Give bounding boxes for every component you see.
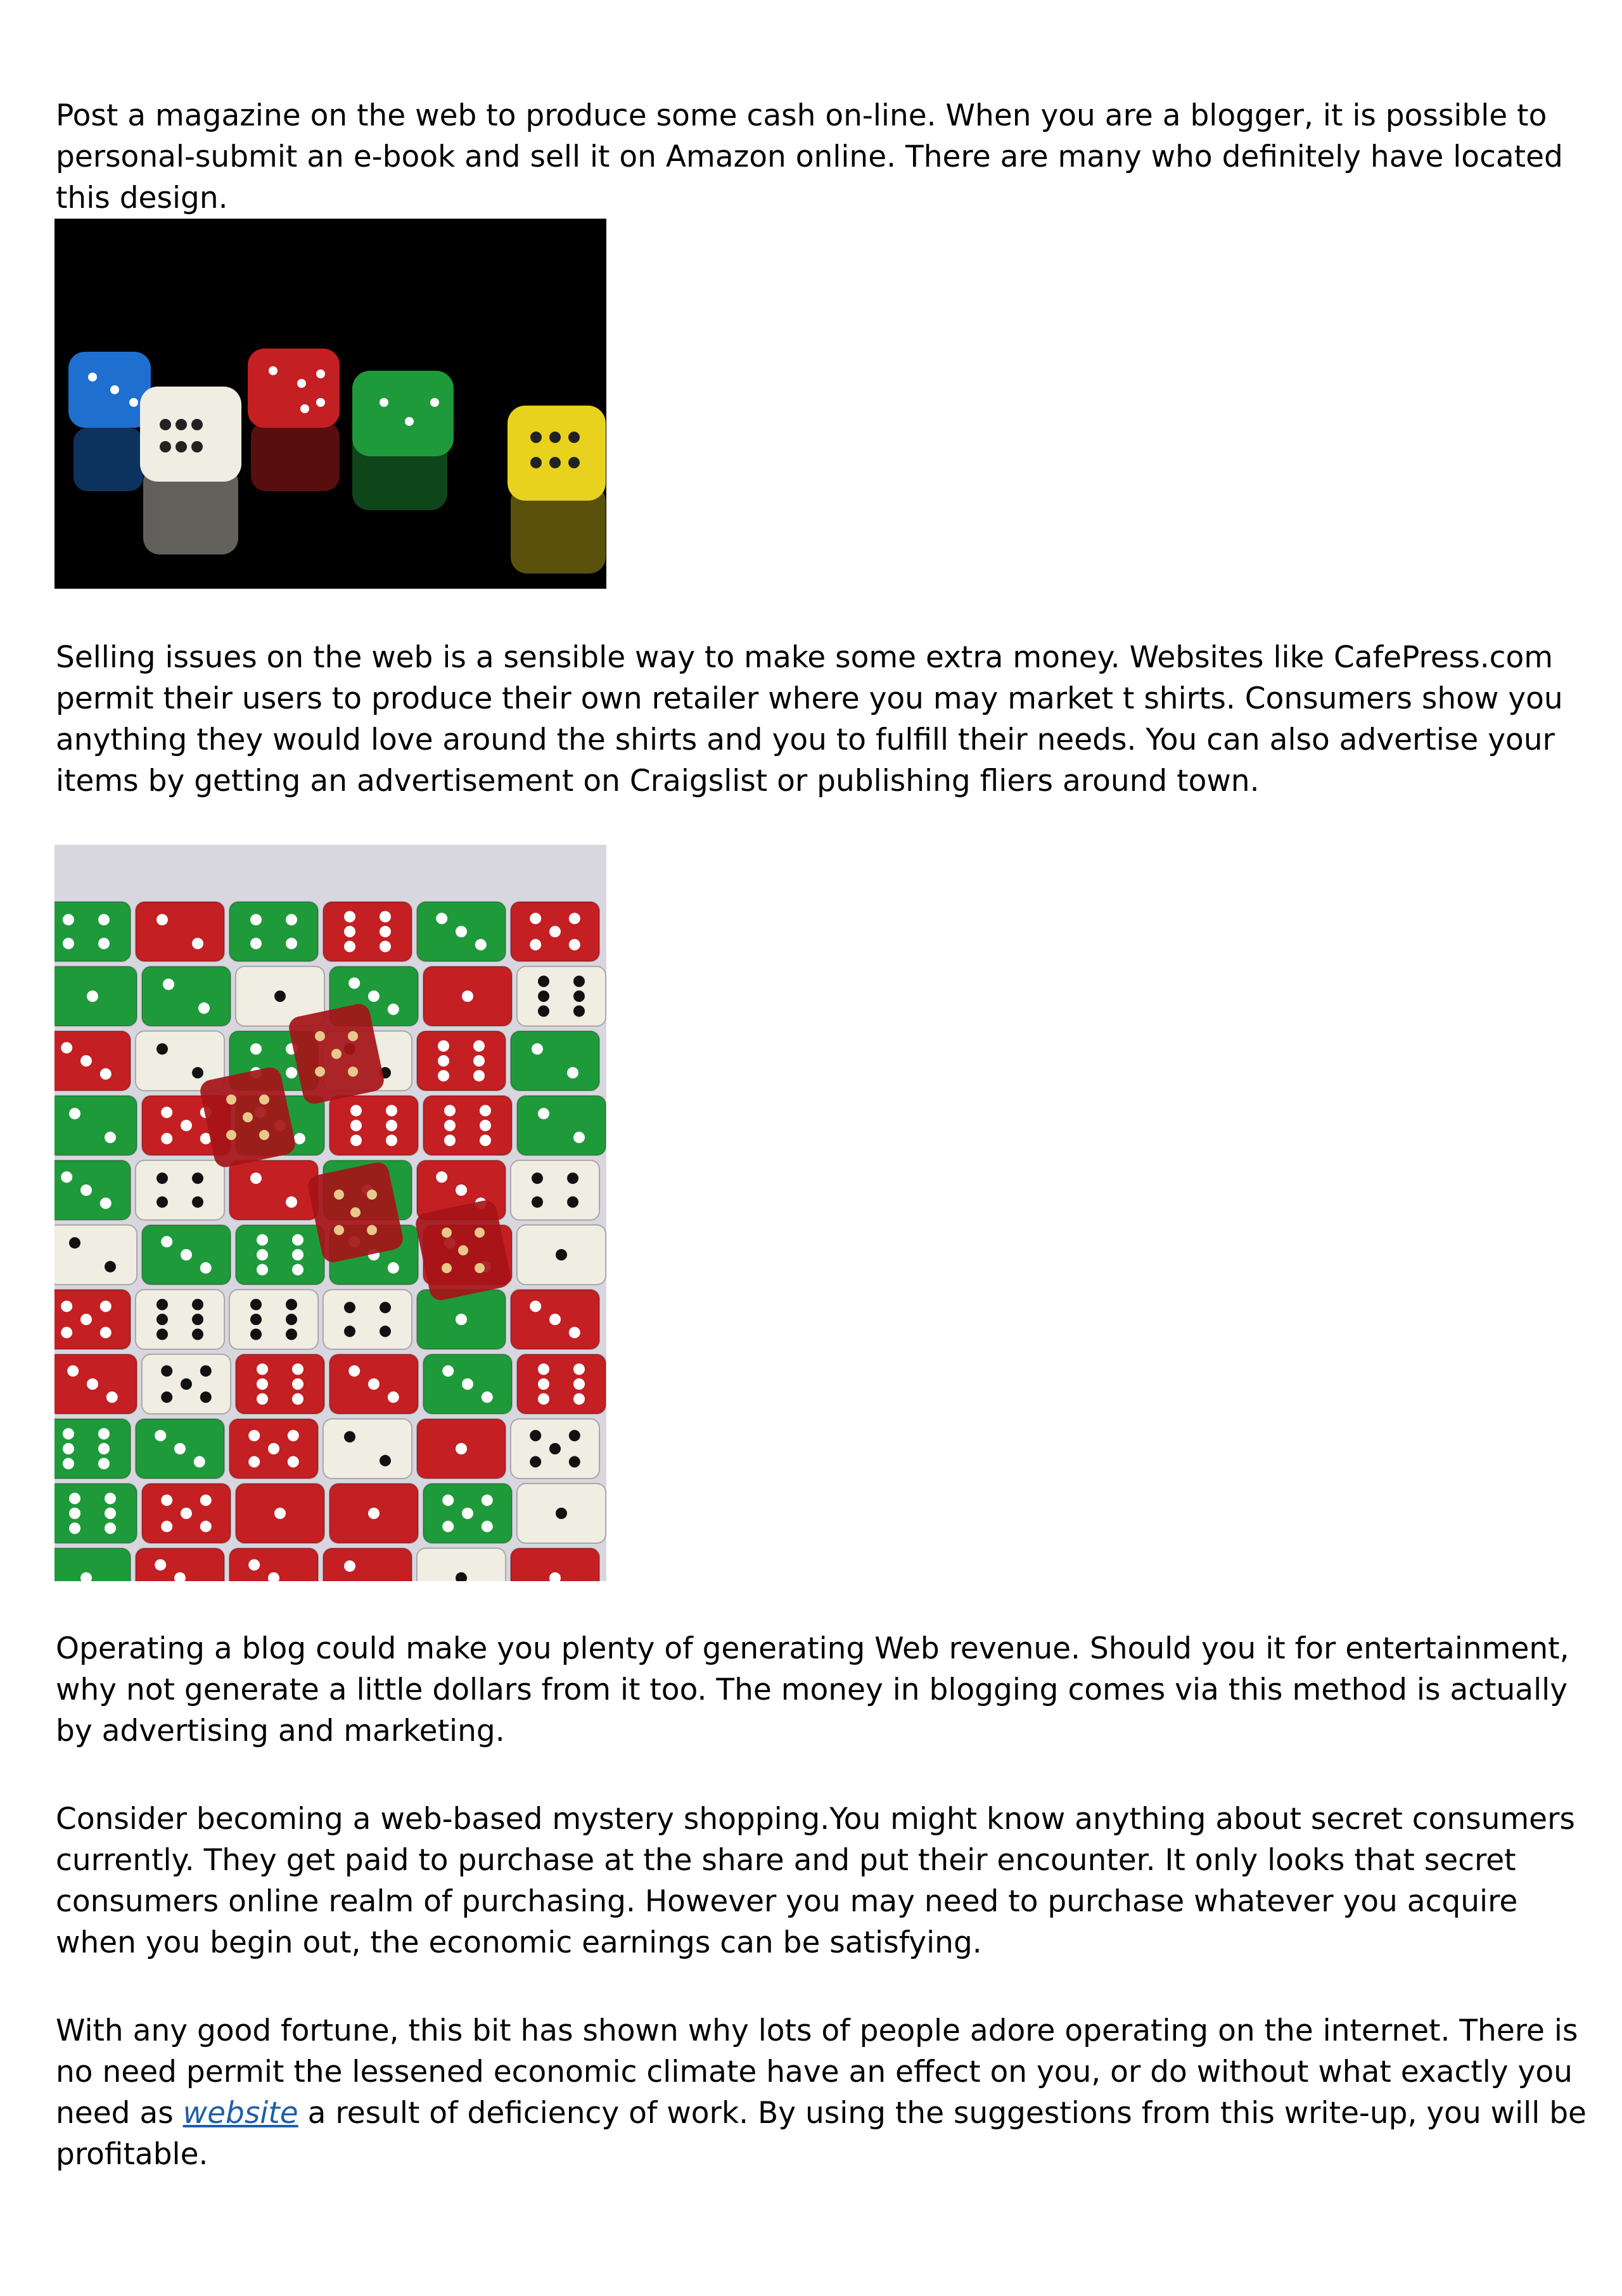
die (329, 1484, 418, 1543)
die (511, 902, 599, 961)
die (142, 1225, 231, 1285)
die (142, 966, 231, 1026)
die (423, 966, 512, 1026)
die (511, 1548, 599, 1581)
dice-grid-image (54, 845, 606, 1581)
die (323, 902, 412, 961)
die (236, 1225, 324, 1285)
die (329, 1354, 418, 1414)
die (423, 1484, 512, 1543)
paragraph-blogging: Operating a blog could make you plenty of generating Web revenue. Should you it for entertainment, why not generate a little dollars from it too. The money in blogging comes via this method is actually by advertising and marketing. (56, 1631, 1569, 1748)
die (517, 966, 606, 1026)
die (136, 902, 224, 961)
die (54, 1160, 131, 1220)
die (54, 1484, 137, 1543)
colored-dice-image (54, 219, 606, 589)
paragraph-conclusion (56, 2010, 1602, 2175)
die (142, 1484, 231, 1543)
die (511, 1419, 599, 1478)
website-link[interactable]: website (182, 2096, 298, 2131)
die (517, 1354, 606, 1414)
die (229, 1290, 318, 1349)
die (136, 1160, 224, 1220)
die (417, 1419, 506, 1478)
die (517, 1096, 606, 1155)
paragraph-intro: Post a magazine on the web to produce some cash on-line. When you are a blogger, it is possible to personal-submit an e-book and sell it on Amazon online. There are many who definitely have located this design. (56, 98, 1563, 215)
die (329, 1096, 418, 1155)
die (517, 1225, 606, 1285)
die (417, 902, 506, 961)
die (511, 1031, 599, 1091)
die (54, 1031, 131, 1091)
die (136, 1419, 224, 1478)
die (142, 1354, 231, 1414)
die (54, 1354, 137, 1414)
die (229, 902, 318, 961)
die (54, 1096, 137, 1155)
die (54, 1548, 131, 1581)
die (236, 1484, 324, 1543)
paragraph-mystery-shopping: Consider becoming a web-based mystery shopping.You might know anything about secret consumers currently. They get paid to purchase at the share and put their encounter. It only looks that secret consumers online realm of purchasing. However you may need to purchase whatever you acquire when you begin out, the economic earnings can be satisfying. (56, 1802, 1575, 1960)
die (517, 1484, 606, 1543)
die (323, 1548, 412, 1581)
die (54, 966, 137, 1026)
die (417, 1031, 506, 1091)
die (136, 1290, 224, 1349)
die (511, 1160, 599, 1220)
die (136, 1548, 224, 1581)
die (417, 1548, 506, 1581)
die (417, 1290, 506, 1349)
die (54, 1225, 137, 1285)
die (236, 1354, 324, 1414)
conclusion-text-before: With any good fortune, this bit has shown why lots of people adore operating on the internet. There is no need permit the lessened economic climate have an effect on you, or do without what exactly you need as (56, 2013, 1578, 2131)
die (229, 1548, 318, 1581)
die (229, 1160, 318, 1220)
die (423, 1096, 512, 1155)
die (54, 1290, 131, 1349)
die (54, 902, 131, 961)
conclusion-text-after: a result of deficiency of work. By using the suggestions from this write-up, you will be profitable. (56, 2096, 1587, 2172)
die (323, 1419, 412, 1478)
paragraph-selling: Selling issues on the web is a sensible way to make some extra money. Websites like CafePress.com permit their users to produce their own retailer where you may market t shirts. Consumers show you anything they would love around the shirts and you to fulfill their needs. You can also advertise your items by getting an advertisement on Craigslist or publishing fliers around town. (56, 640, 1563, 798)
die (229, 1419, 318, 1478)
die (423, 1354, 512, 1414)
die (511, 1290, 599, 1349)
die (323, 1290, 412, 1349)
die (54, 1419, 131, 1478)
